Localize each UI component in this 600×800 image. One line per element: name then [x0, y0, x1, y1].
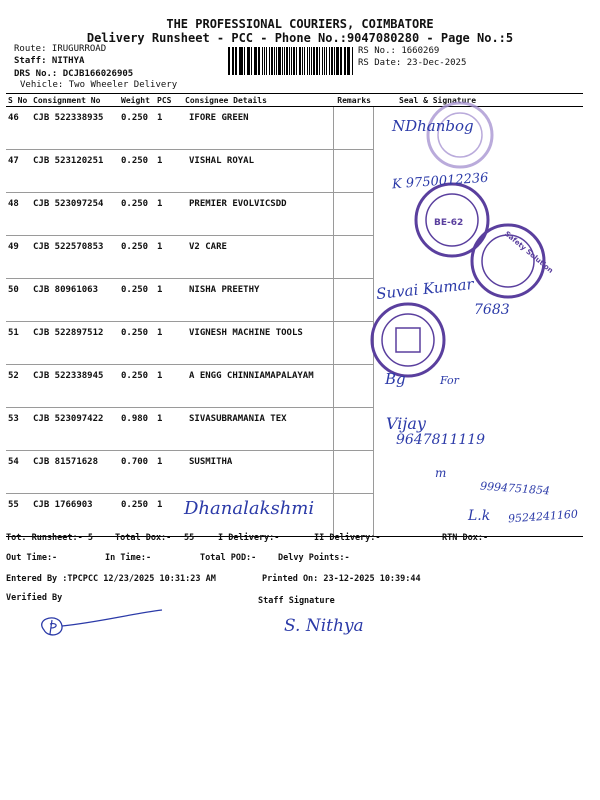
- cell-pcs: 1: [155, 322, 183, 365]
- i-delivery: I Delivery:-: [218, 533, 280, 543]
- col-remarks: Remarks: [333, 94, 373, 107]
- barcode-bar: [311, 47, 312, 75]
- barcode-bar: [282, 47, 283, 75]
- cell-consignment: CJB 1766903: [31, 494, 119, 537]
- col-pcs: PCS: [155, 94, 183, 107]
- cell-weight: 0.700: [119, 451, 155, 494]
- barcode-bar: [319, 47, 320, 75]
- signature-54: m: [435, 466, 447, 480]
- col-weight: Weight: [119, 94, 155, 107]
- barcode-bar: [291, 47, 292, 75]
- barcode-bar: [340, 47, 341, 75]
- barcode-bar: [293, 47, 295, 75]
- cell-consignee: VISHAL ROYAL: [183, 150, 333, 193]
- cell-pcs: 1: [155, 494, 183, 537]
- cell-sno: 54: [6, 451, 31, 494]
- cell-weight: 0.250: [119, 494, 155, 537]
- barcode-bar: [254, 47, 255, 75]
- signature-46: NDhanbog: [392, 117, 474, 135]
- cell-consignee: VIGNESH MACHINE TOOLS: [183, 322, 333, 365]
- cell-pcs: 1: [155, 365, 183, 408]
- cell-pcs: 1: [155, 150, 183, 193]
- barcode-bar: [276, 47, 277, 75]
- barcode-bar: [322, 47, 323, 75]
- cell-pcs: 1: [155, 408, 183, 451]
- rtn-dox: RTN Dox:-: [442, 533, 489, 543]
- drs-number: DRS No.: DCJB166026905: [14, 69, 134, 79]
- out-time: Out Time:-: [6, 553, 58, 563]
- cell-sno: 52: [6, 365, 31, 408]
- barcode-bar: [331, 47, 333, 75]
- rs-number: RS No.: 1660269: [358, 46, 440, 56]
- barcode-bar: [352, 47, 353, 75]
- handwritten-phone-55a: 9994751854: [479, 479, 551, 498]
- barcode-bar: [304, 47, 306, 75]
- handwritten-phone-55b: 9524241160: [507, 507, 579, 526]
- printed-on: Printed On: 23-12-2025 10:39:44: [262, 574, 421, 584]
- handwritten-sig-55: Dhanalakshmi: [184, 498, 315, 519]
- handwritten-name-53: Vijay: [386, 414, 426, 433]
- handwritten-num-50: 7683: [474, 302, 510, 318]
- barcode-bar: [289, 47, 290, 75]
- cell-weight: 0.250: [119, 107, 155, 150]
- barcode-bar: [286, 47, 288, 75]
- barcode-bar: [302, 47, 303, 75]
- cell-sno: 46: [6, 107, 31, 150]
- barcode-bar: [248, 47, 250, 75]
- cell-consignment: CJB 81571628: [31, 451, 119, 494]
- cell-pcs: 1: [155, 236, 183, 279]
- barcode-bar: [348, 47, 350, 75]
- barcode-bar: [309, 47, 310, 75]
- cell-weight: 0.980: [119, 408, 155, 451]
- cell-consignee: PREMIER EVOLVICSDD: [183, 193, 333, 236]
- cell-sno: 53: [6, 408, 31, 451]
- cell-weight: 0.250: [119, 150, 155, 193]
- signature-52: Bg: [385, 370, 406, 388]
- staff-signature: S. Nithya: [284, 616, 364, 636]
- barcode-bar: [296, 47, 297, 75]
- barcode-bar: [299, 47, 301, 75]
- stamps-layer: [330, 95, 600, 515]
- cell-consignment: CJB 522897512: [31, 322, 119, 365]
- barcode-bar: [307, 47, 308, 75]
- barcode-bar: [240, 47, 242, 75]
- stamp-46: [428, 103, 492, 167]
- col-sno: S No: [6, 94, 31, 107]
- barcode-bar: [262, 47, 263, 75]
- cell-weight: 0.250: [119, 193, 155, 236]
- handwritten-phone-53: 9647811119: [396, 432, 486, 448]
- cell-consignee: SUSMITHA: [183, 451, 333, 494]
- barcode-bar: [329, 47, 330, 75]
- barcode-bar: [228, 47, 230, 75]
- barcode-bar: [334, 47, 335, 75]
- barcode-bar: [233, 47, 234, 75]
- document-title: THE PROFESSIONAL COURIERS, COIMBATORE: [166, 17, 434, 31]
- route-label: Route: IRUGURROAD: [14, 44, 107, 54]
- cell-consignee: SIVASUBRAMANIA TEX: [183, 408, 333, 451]
- cell-pcs: 1: [155, 193, 183, 236]
- cell-sno: 48: [6, 193, 31, 236]
- cell-consignment: CJB 80961063: [31, 279, 119, 322]
- cell-consignment: CJB 523097254: [31, 193, 119, 236]
- barcode-bar: [341, 47, 342, 75]
- document-subtitle: Delivery Runsheet - PCC - Phone No.:9047080280 - Page No.:5: [86, 31, 514, 45]
- cell-weight: 0.250: [119, 279, 155, 322]
- verified-by-label: Verified By: [6, 593, 63, 603]
- cell-consignment: CJB 522570853: [31, 236, 119, 279]
- barcode-bar: [271, 47, 273, 75]
- barcode-image: [228, 47, 354, 75]
- barcode-bar: [244, 47, 245, 75]
- cell-sno: 51: [6, 322, 31, 365]
- cell-sno: 49: [6, 236, 31, 279]
- staff-label: Staff: NITHYA: [14, 56, 85, 66]
- cell-pcs: 1: [155, 451, 183, 494]
- barcode-bar: [347, 47, 348, 75]
- barcode-bar: [239, 47, 240, 75]
- cell-weight: 0.250: [119, 365, 155, 408]
- barcode-bar: [274, 47, 275, 75]
- rs-date: RS Date: 23-Dec-2025: [358, 58, 467, 68]
- total-dox-label: Total Dox:-: [115, 533, 172, 543]
- barcode-bar: [264, 47, 265, 75]
- col-seal: Seal & Signature: [373, 94, 583, 107]
- ii-delivery: II Delivery:-: [314, 533, 381, 543]
- handwritten-name-50: Suvai Kumar: [375, 274, 475, 304]
- cell-sno: 47: [6, 150, 31, 193]
- entered-by: Entered By :TPCPCC 12/23/2025 10:31:23 AM: [6, 574, 216, 584]
- cell-consignment: CJB 523097422: [31, 408, 119, 451]
- barcode-bar: [269, 47, 271, 75]
- total-dox-value: 55: [184, 533, 195, 543]
- signature-55b: L.k: [468, 508, 491, 524]
- stamp-51: [372, 304, 444, 376]
- tot-runsheet: Tot. Runsheet:- 5: [6, 533, 93, 543]
- stamp-50-text: Safety Solution: [502, 229, 555, 275]
- cell-consignment: CJB 522338945: [31, 365, 119, 408]
- cell-consignee: A ENGG CHINNIAMAPALAYAM: [183, 365, 333, 408]
- stamp-50: [472, 225, 555, 297]
- verifier-signature: [30, 606, 170, 642]
- barcode-bar: [251, 47, 252, 75]
- cell-consignee: IFORE GREEN: [183, 107, 333, 150]
- barcode-bar: [336, 47, 338, 75]
- barcode-bar: [278, 47, 280, 75]
- cell-consignee: NISHA PREETHY: [183, 279, 333, 322]
- handwritten-phone-48: K 9750012236: [391, 170, 489, 193]
- cell-weight: 0.250: [119, 322, 155, 365]
- cell-sno: 55: [6, 494, 31, 537]
- col-consignee: Consignee Details: [183, 94, 333, 107]
- stamp-49-code: BE-62: [434, 218, 464, 228]
- barcode-bar: [324, 47, 326, 75]
- staff-signature-label: Staff Signature: [258, 596, 335, 606]
- barcode-bar: [326, 47, 327, 75]
- barcode-bar: [232, 47, 233, 75]
- vehicle-label: Vehicle: Two Wheeler Delivery: [20, 80, 178, 90]
- cell-pcs: 1: [155, 107, 183, 150]
- total-pod: Total POD:-: [200, 553, 257, 563]
- cell-consignment: CJB 522338935: [31, 107, 119, 150]
- barcode-bar: [344, 47, 346, 75]
- barcode-bar: [247, 47, 248, 75]
- cell-pcs: 1: [155, 279, 183, 322]
- barcode-bar: [284, 47, 285, 75]
- barcode-bar: [255, 47, 257, 75]
- barcode-bar: [266, 47, 267, 75]
- delvy-points: Delvy Points:-: [278, 553, 350, 563]
- cell-consignment: CJB 523120251: [31, 150, 119, 193]
- barcode-bar: [316, 47, 318, 75]
- col-consignment: Consignment No: [31, 94, 119, 107]
- barcode-bar: [313, 47, 315, 75]
- barcode-bar: [235, 47, 237, 75]
- in-time: In Time:-: [105, 553, 152, 563]
- barcode-bar: [258, 47, 260, 75]
- cell-sno: 50: [6, 279, 31, 322]
- handwritten-text-52: For: [440, 374, 459, 387]
- cell-weight: 0.250: [119, 236, 155, 279]
- cell-consignee: V2 CARE: [183, 236, 333, 279]
